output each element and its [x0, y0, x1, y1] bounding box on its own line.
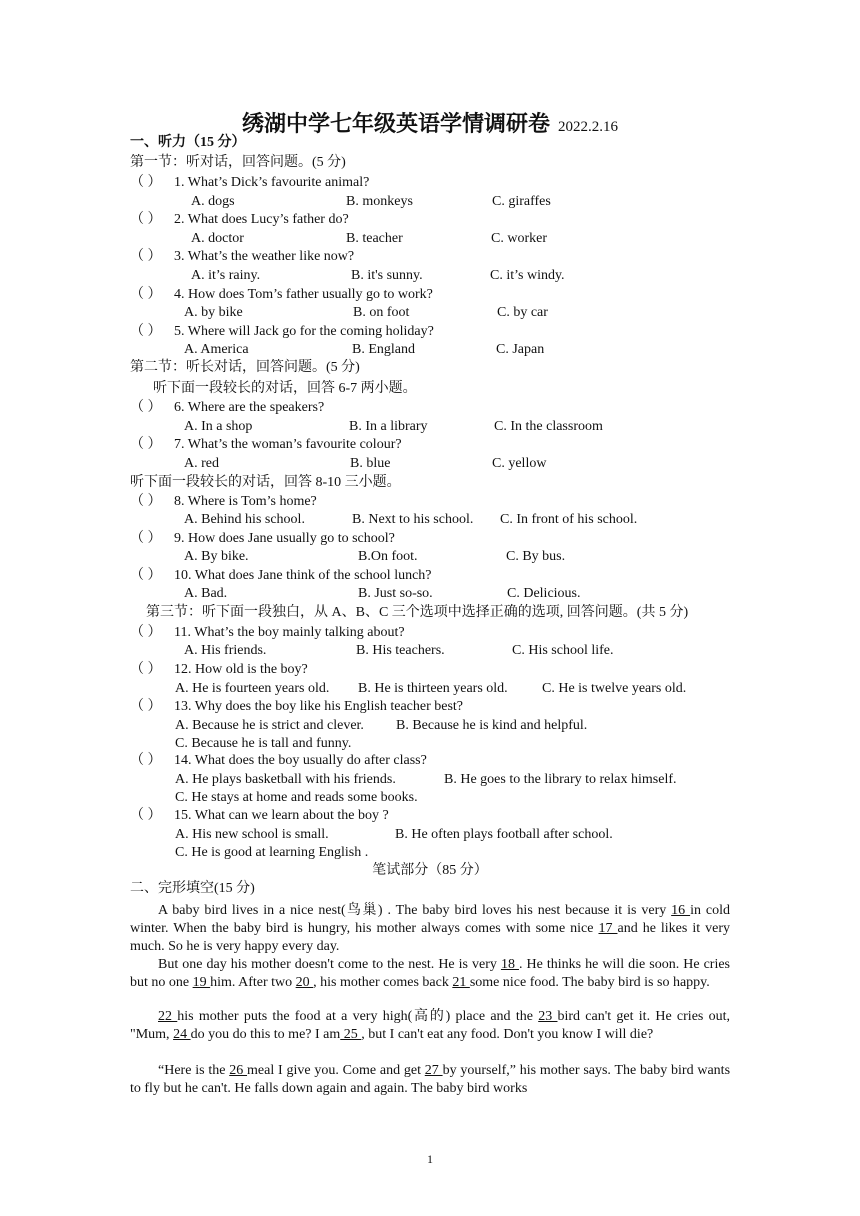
exam-title: [0, 107, 860, 138]
question-text: 10. What does Jane think of the school lunch?: [174, 568, 432, 583]
question-1: [130, 174, 369, 192]
section2-heading: 第二节：听长对话，回答问题。(5 分): [130, 360, 360, 375]
option-b: B. In a library: [349, 419, 428, 434]
option-a: A. By bike.: [184, 549, 249, 564]
text: But one day his mother doesn't come to the nest. He is very: [158, 957, 501, 972]
option-c: C. In the classroom: [494, 419, 603, 434]
answer-bracket[interactable]: （ ）: [130, 249, 162, 264]
answer-bracket[interactable]: （ ）: [130, 494, 162, 509]
section2-note-1: 听下面一段较长的对话，回答 6-7 两小题。: [153, 381, 417, 396]
blank-22[interactable]: 22: [158, 1009, 178, 1024]
option-a: A. Behind his school.: [184, 512, 305, 527]
option-c: C. giraffes: [492, 194, 551, 209]
question-4: [130, 286, 433, 304]
part1-heading: 一、听力（15 分）: [130, 135, 246, 150]
option-c: C. He is twelve years old.: [542, 681, 687, 696]
question-2: [130, 211, 349, 229]
option-b: B. monkeys: [346, 194, 413, 209]
question-13: [130, 698, 463, 716]
blank-17[interactable]: 17: [598, 921, 618, 937]
option-c: C. Delicious.: [507, 586, 581, 601]
option-a: A. His friends.: [184, 643, 267, 658]
blank-27[interactable]: 27: [424, 1063, 443, 1078]
answer-bracket[interactable]: （ ）: [130, 175, 162, 190]
option-c: C. In front of his school.: [500, 512, 638, 527]
question-5: [130, 323, 434, 341]
question-text: 7. What’s the woman’s favourite colour?: [174, 437, 402, 452]
option-c: C. Because he is tall and funny.: [175, 736, 352, 751]
question-text: 8. Where is Tom’s home?: [174, 494, 317, 509]
text: A baby bird lives in a nice nest(鸟巢) . The baby bird loves his nest because it is very: [158, 903, 672, 918]
cloze-paragraph-1: [130, 902, 730, 957]
question-9: [130, 530, 395, 548]
option-a: A. by bike: [184, 305, 243, 320]
answer-bracket[interactable]: （ ）: [130, 625, 162, 640]
question-text: 5. Where will Jack go for the coming holiday?: [174, 324, 434, 339]
option-b: B. He goes to the library to relax himself.: [444, 772, 677, 787]
text: , his mother comes back: [313, 975, 453, 991]
option-a: A. America: [184, 342, 249, 357]
option-a: A. doctor: [191, 231, 244, 246]
blank-23[interactable]: 23: [538, 1009, 558, 1024]
option-a: A. red: [184, 456, 219, 471]
text: , but I can't eat any food. Don't you know I will die?: [361, 1027, 654, 1043]
exam-date: 2022.2.16: [558, 119, 618, 135]
option-a: A. His new school is small.: [175, 827, 329, 842]
answer-bracket[interactable]: （ ）: [130, 662, 162, 677]
blank-20[interactable]: 20: [295, 975, 314, 991]
option-b: B. teacher: [346, 231, 403, 246]
question-15: [130, 807, 389, 825]
answer-bracket[interactable]: （ ）: [130, 400, 162, 415]
option-a: A. He is fourteen years old.: [175, 681, 330, 696]
answer-bracket[interactable]: （ ）: [130, 287, 162, 302]
question-text: 6. Where are the speakers?: [174, 400, 325, 415]
answer-bracket[interactable]: （ ）: [130, 753, 162, 768]
option-c: C. worker: [491, 231, 547, 246]
blank-19[interactable]: 19: [192, 975, 211, 991]
question-text: 1. What’s Dick’s favourite animal?: [174, 175, 370, 190]
option-c: C. it’s windy.: [490, 268, 565, 283]
blank-18[interactable]: 18: [500, 957, 519, 972]
option-c: C. He stays at home and reads some books.: [175, 790, 418, 805]
option-a: A. In a shop: [184, 419, 253, 434]
question-text: 3. What’s the weather like now?: [174, 249, 355, 264]
option-b: B. His teachers.: [356, 643, 445, 658]
option-b: B. He often plays football after school.: [395, 827, 613, 842]
question-3: [130, 248, 354, 266]
text: him. After two: [210, 975, 296, 991]
answer-bracket[interactable]: （ ）: [130, 324, 162, 339]
option-b: B.On foot.: [358, 549, 418, 564]
text: by yourself,” his mother says. The baby bird wants to fly but he can't. He falls down again and again. The baby bird works: [130, 1063, 731, 1097]
question-8: [130, 493, 317, 511]
question-7: [130, 436, 402, 454]
blank-16[interactable]: 16: [671, 903, 691, 918]
cloze-paragraph-2: [130, 956, 730, 992]
option-b: B. Next to his school.: [352, 512, 474, 527]
question-text: 13. Why does the boy like his English teacher best?: [174, 699, 464, 714]
question-11: [130, 624, 405, 642]
question-14: [130, 752, 427, 770]
part2-heading: 二、完形填空(15 分): [130, 881, 255, 896]
answer-bracket[interactable]: （ ）: [130, 568, 162, 583]
question-text: 2. What does Lucy’s father do?: [174, 212, 349, 227]
question-text: 9. How does Jane usually go to school?: [174, 531, 395, 546]
answer-bracket[interactable]: （ ）: [130, 437, 162, 452]
question-6: [130, 399, 324, 417]
text: . He thinks he will die soon. He cries but no one: [130, 957, 731, 991]
option-b: B. it's sunny.: [351, 268, 423, 283]
text: do you do this to me? I am: [190, 1027, 341, 1043]
text: his mother puts the food at a very high(高的) place and the: [177, 1009, 539, 1024]
text: “Here is the: [158, 1063, 230, 1078]
question-12: [130, 661, 308, 679]
question-text: 4. How does Tom’s father usually go to work?: [174, 287, 433, 302]
blank-21[interactable]: 21: [452, 975, 470, 991]
title-text: 绣湖中学七年级英语学情调研卷: [241, 111, 550, 136]
answer-bracket[interactable]: （ ）: [130, 531, 162, 546]
text: some nice food. The baby bird is so happy.: [469, 975, 710, 991]
text: in cold winter. When the baby bird is hungry, his mother always comes with some nice: [130, 903, 731, 937]
option-c: C. yellow: [492, 456, 547, 471]
answer-bracket[interactable]: （ ）: [130, 808, 162, 823]
option-a: A. it’s rainy.: [191, 268, 261, 283]
text: bird can't get it. He cries out, "Mum,: [130, 1009, 731, 1043]
option-a: A. He plays basketball with his friends.: [175, 772, 396, 787]
answer-bracket[interactable]: （ ）: [130, 699, 162, 714]
blank-24[interactable]: 24: [173, 1027, 191, 1043]
answer-bracket[interactable]: （ ）: [130, 212, 162, 227]
option-b: B. blue: [350, 456, 391, 471]
question-text: 14. What does the boy usually do after class?: [174, 753, 427, 768]
option-a: A. Because he is strict and clever.: [175, 718, 364, 733]
text: and he likes it very much. So he is very happy every day.: [130, 921, 730, 955]
option-c: C. By bus.: [506, 549, 566, 564]
option-c: C. by car: [497, 305, 548, 320]
option-b: B. Just so-so.: [358, 586, 433, 601]
option-a: A. Bad.: [184, 586, 228, 601]
option-c: C. He is good at learning English .: [175, 845, 369, 860]
question-text: 11. What’s the boy mainly talking about?: [174, 625, 405, 640]
blank-26[interactable]: 26: [229, 1063, 248, 1078]
option-b: B. He is thirteen years old.: [358, 681, 508, 696]
blank-25[interactable]: 25: [340, 1027, 362, 1043]
written-part-heading: 笔试部分（85 分）: [372, 863, 488, 878]
option-b: B. Because he is kind and helpful.: [396, 718, 588, 733]
option-c: C. Japan: [496, 342, 545, 357]
option-a: A. dogs: [191, 194, 235, 209]
text: meal I give you. Come and get: [247, 1063, 425, 1078]
section2-note-2: 听下面一段较长的对话，回答 8-10 三小题。: [130, 475, 401, 490]
section3-heading: 第三节：听下面一段独白，从 A、B、C 三个选项中选择正确的选项, 回答问题。(共 5 分): [146, 605, 689, 620]
question-10: [130, 567, 432, 585]
page-number: 1: [427, 1152, 433, 1166]
option-c: C. His school life.: [512, 643, 614, 658]
option-b: B. England: [352, 342, 415, 357]
section1-heading: 第一节：听对话，回答问题。(5 分): [130, 155, 346, 170]
cloze-paragraph-4: [130, 1062, 730, 1098]
cloze-paragraph-3: [130, 1008, 730, 1044]
question-text: 15. What can we learn about the boy ?: [174, 808, 389, 823]
option-b: B. on foot: [353, 305, 410, 320]
question-text: 12. How old is the boy?: [174, 662, 308, 677]
